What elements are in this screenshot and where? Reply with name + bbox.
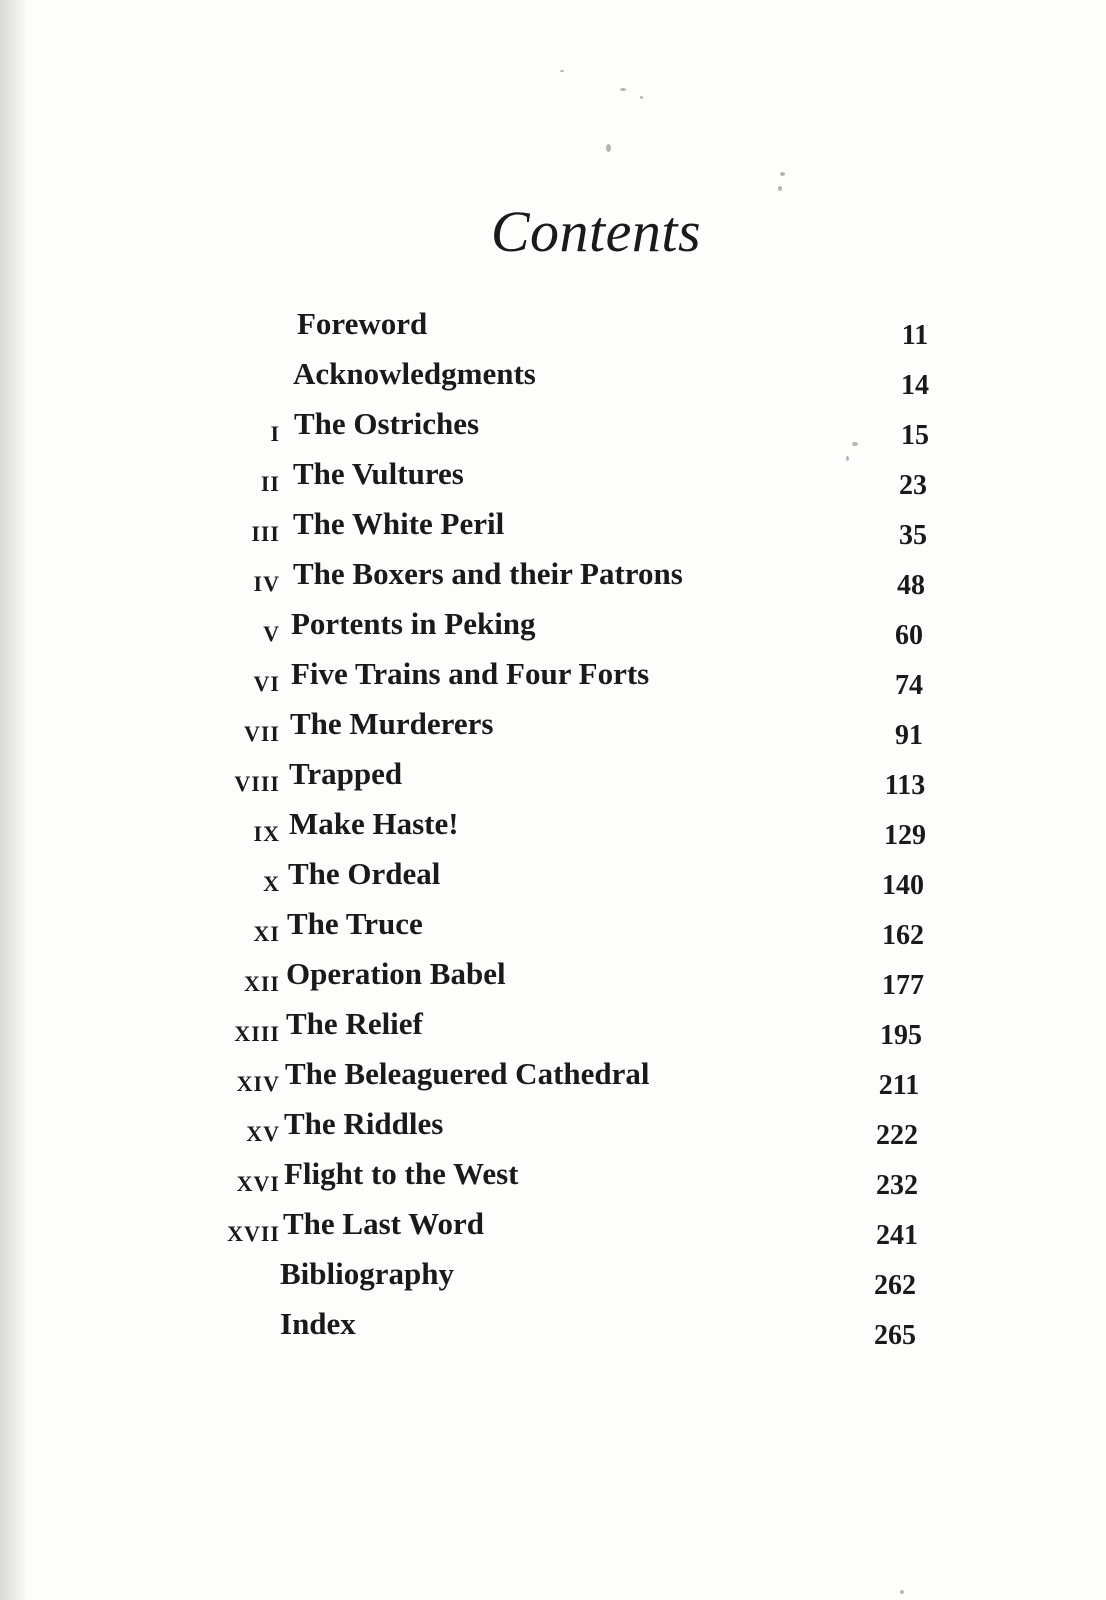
page-number: 241 [876, 1220, 918, 1251]
page-number: 15 [901, 420, 929, 451]
page-number: 35 [899, 520, 927, 551]
page-number: 265 [874, 1320, 916, 1351]
chapter-number: iv [253, 562, 280, 598]
chapter-number: ii [260, 462, 280, 498]
page-number: 129 [884, 820, 926, 851]
chapter-title: The Murderers [290, 706, 494, 741]
toc-entry [0, 1006, 1106, 1056]
page-number: 14 [901, 370, 929, 401]
page-number: 60 [895, 620, 923, 651]
chapter-number: i [270, 412, 280, 448]
page-number: 195 [880, 1020, 922, 1051]
chapter-title: Acknowledgments [293, 356, 536, 391]
toc-entry [0, 1206, 1106, 1256]
chapter-number: xiv [236, 1062, 280, 1098]
page-number: 113 [884, 770, 926, 801]
page-number: 48 [897, 570, 925, 601]
page-title: Contents [490, 199, 702, 264]
toc-entry [0, 806, 1106, 856]
toc-entry [0, 1156, 1106, 1206]
chapter-title: Index [280, 1306, 356, 1341]
chapter-number: vii [243, 712, 280, 748]
page-number: 162 [882, 920, 924, 951]
page-number: 91 [895, 720, 923, 751]
chapter-title: Operation Babel [286, 956, 506, 991]
toc-entry [0, 356, 1106, 406]
page-number: 23 [899, 470, 927, 501]
chapter-number: xvii [227, 1212, 280, 1248]
toc-entry [0, 506, 1106, 556]
toc-entry [0, 406, 1106, 456]
chapter-number: v [263, 612, 280, 648]
toc-entry [0, 306, 1106, 356]
toc-entry [0, 656, 1106, 706]
chapter-number: xv [246, 1112, 280, 1148]
chapter-title: The Relief [286, 1006, 423, 1041]
chapter-number: vi [253, 662, 280, 698]
chapter-title: The Last Word [283, 1206, 484, 1241]
toc-entry [0, 556, 1106, 606]
chapter-number: iii [251, 512, 280, 548]
toc-entry [0, 1106, 1106, 1156]
toc-entry [0, 756, 1106, 806]
toc-entry [0, 456, 1106, 506]
toc-entry [0, 1256, 1106, 1306]
page-number: 232 [876, 1170, 918, 1201]
chapter-number: xiii [234, 1012, 280, 1048]
chapter-title: The Vultures [293, 456, 464, 491]
chapter-title: Trapped [289, 756, 403, 791]
page-number: 262 [874, 1270, 916, 1301]
toc-entry [0, 1056, 1106, 1106]
chapter-title: Foreword [297, 306, 428, 341]
page-number: 11 [901, 320, 929, 351]
page-number: 222 [876, 1120, 918, 1151]
chapter-number: x [263, 862, 280, 898]
page-number: 177 [882, 970, 924, 1001]
chapter-number: xvi [236, 1162, 280, 1198]
toc-entry [0, 906, 1106, 956]
page-number: 140 [882, 870, 924, 901]
chapter-title: Make Haste! [289, 806, 459, 841]
toc-entry [0, 1306, 1106, 1356]
page-number: 74 [895, 670, 923, 701]
chapter-number: xi [253, 912, 280, 948]
chapter-title: The Ordeal [288, 856, 441, 891]
chapter-title: Portents in Peking [291, 606, 536, 641]
chapter-number: ix [253, 812, 280, 848]
toc-entry [0, 956, 1106, 1006]
chapter-title: Five Trains and Four Forts [291, 656, 650, 691]
chapter-title: Bibliography [280, 1256, 454, 1291]
toc-entry [0, 606, 1106, 656]
toc-entry [0, 856, 1106, 906]
chapter-title: The Boxers and their Patrons [293, 556, 683, 591]
toc-entry [0, 706, 1106, 756]
page-number: 211 [878, 1070, 920, 1101]
chapter-title: The Beleaguered Cathedral [285, 1056, 650, 1091]
chapter-title: The Truce [287, 906, 423, 941]
chapter-title: The Ostriches [294, 406, 480, 441]
chapter-number: xii [243, 962, 280, 998]
chapter-number: viii [234, 762, 280, 798]
chapter-title: The Riddles [284, 1106, 444, 1141]
chapter-title: The White Peril [293, 506, 505, 541]
chapter-title: Flight to the West [284, 1156, 519, 1191]
